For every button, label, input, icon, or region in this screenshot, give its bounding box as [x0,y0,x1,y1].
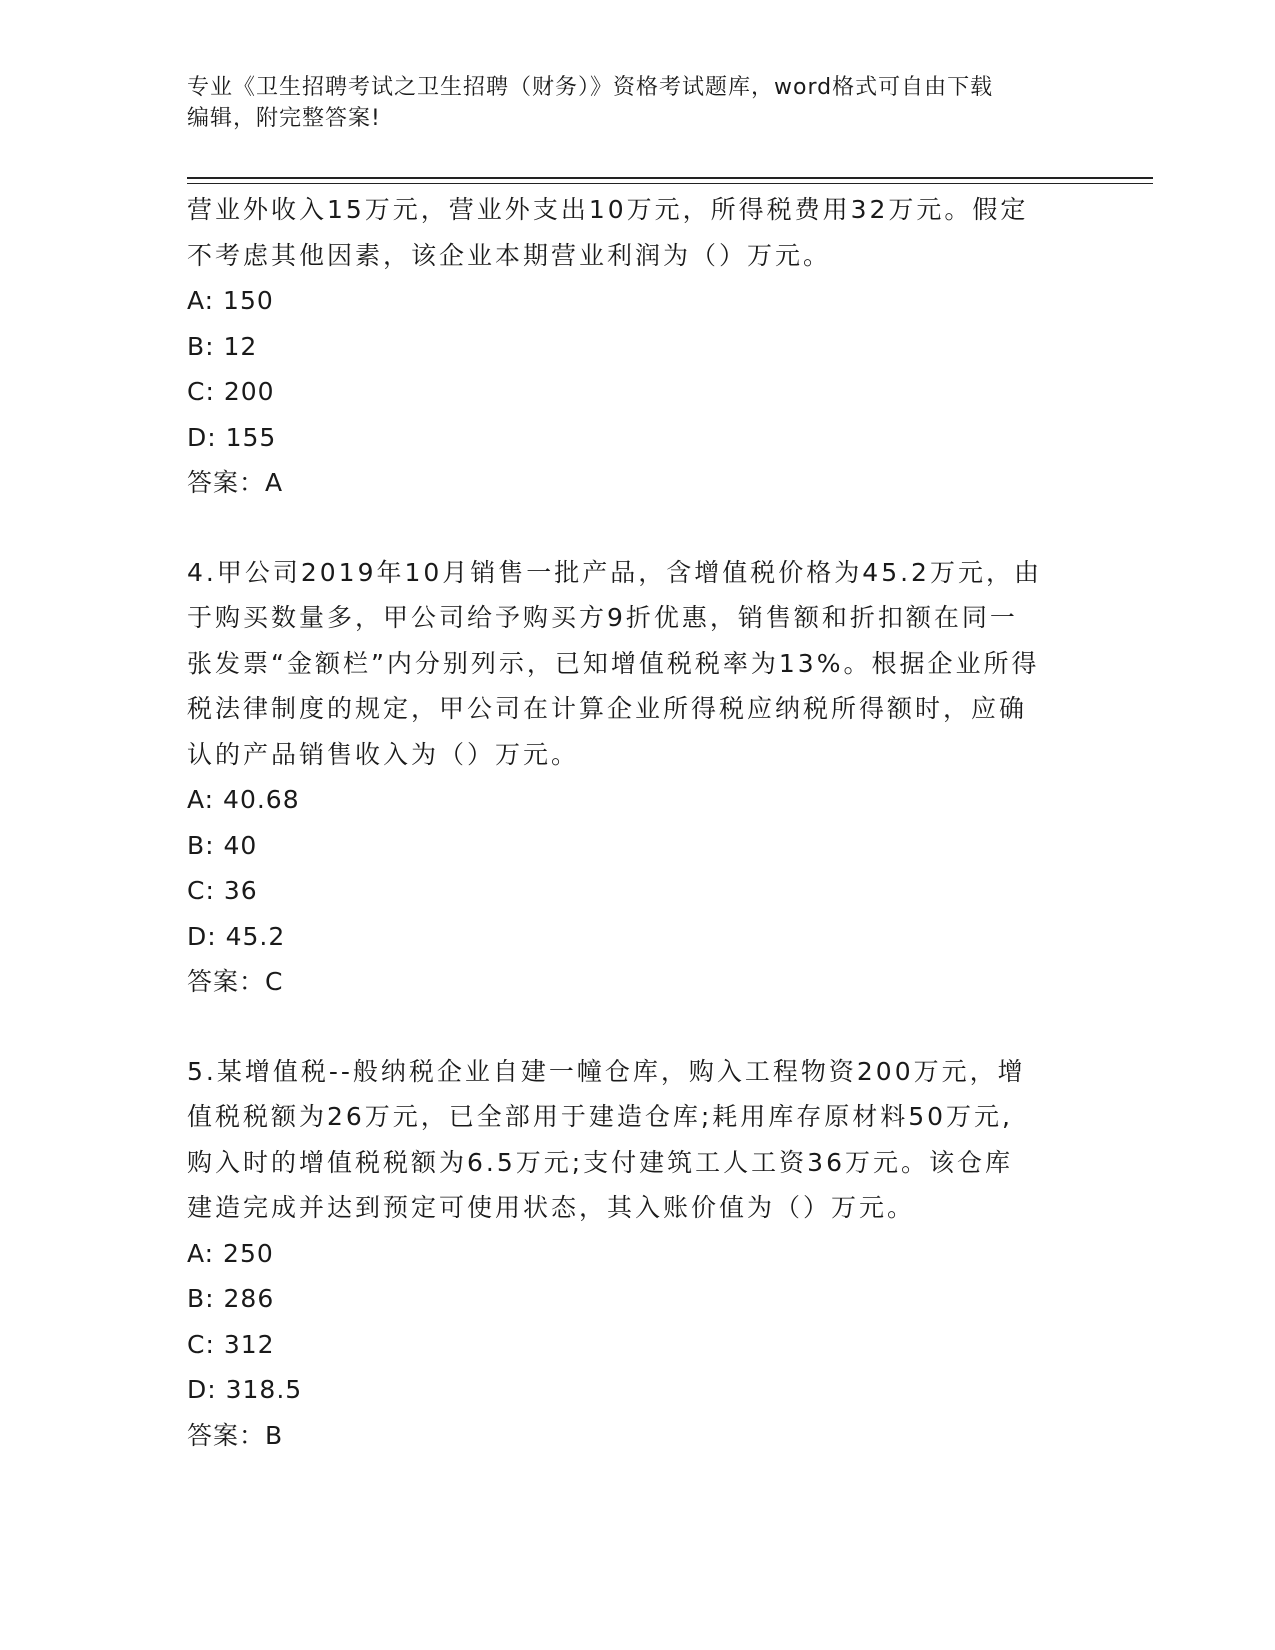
header-line-2: 编辑，附完整答案! [187,106,381,131]
header-rule-thin [187,183,1153,184]
question-stem-line: 值税税额为26万元，已全部用于建造仓库;耗用库存原材料50万元, [187,1102,1013,1131]
answer: 答案：B [187,1420,284,1450]
question-4 [187,550,1087,1005]
question-3 [187,187,1087,506]
option-b: B: 40 [187,830,258,860]
question-stem-line: 4.甲公司2019年10月销售一批产品，含增值税价格为45.2万元，由 [187,557,1042,587]
option-a: A: 250 [187,1238,274,1268]
header-line-1: 专业《卫生招聘考试之卫生招聘（财务）》资格考试题库，word格式可自由下载 [187,75,994,100]
spacer [187,1005,1087,1049]
option-c: C: 200 [187,377,275,406]
question-stem-line: 认的产品销售收入为（）万元。 [187,739,580,769]
option-d: D: 318.5 [187,1375,303,1404]
option-b: B: 286 [187,1284,275,1313]
answer: 答案：C [187,967,284,996]
header-rule-thick [187,177,1153,179]
question-stem-line: 购入时的增值税税额为6.5万元;支付建筑工人工资36万元。该仓库 [187,1147,1013,1177]
option-d: D: 155 [187,422,277,452]
option-a: A: 150 [187,286,274,315]
document-body [187,187,1087,1458]
question-stem-line: 于购买数量多，甲公司给予购买方9折优惠，销售额和折扣额在同一 [187,603,1018,632]
question-stem-line: 建造完成并达到预定可使用状态，其入账价值为（）万元。 [187,1193,916,1222]
question-stem-line: 不考虑其他因素，该企业本期营业利润为（）万元。 [187,240,832,270]
spacer [187,506,1087,550]
answer: 答案：A [187,468,284,497]
question-stem-line: 税法律制度的规定，甲公司在计算企业所得税应纳税所得额时，应确 [187,694,1028,723]
option-d: D: 45.2 [187,921,286,951]
question-stem-line: 5.某增值税--般纳税企业自建一幢仓库，购入工程物资200万元，增 [187,1056,1026,1086]
question-5 [187,1049,1087,1459]
option-c: C: 36 [187,876,258,905]
question-stem-line: 营业外收入15万元，营业外支出10万元，所得税费用32万元。假定 [187,195,1029,224]
option-a: A: 40.68 [187,785,300,814]
option-c: C: 312 [187,1329,275,1359]
document-header [187,72,1087,134]
question-stem-line: 张发票“金额栏”内分别列示，已知增值税税率为13%。根据企业所得 [187,648,1040,678]
option-b: B: 12 [187,331,258,361]
